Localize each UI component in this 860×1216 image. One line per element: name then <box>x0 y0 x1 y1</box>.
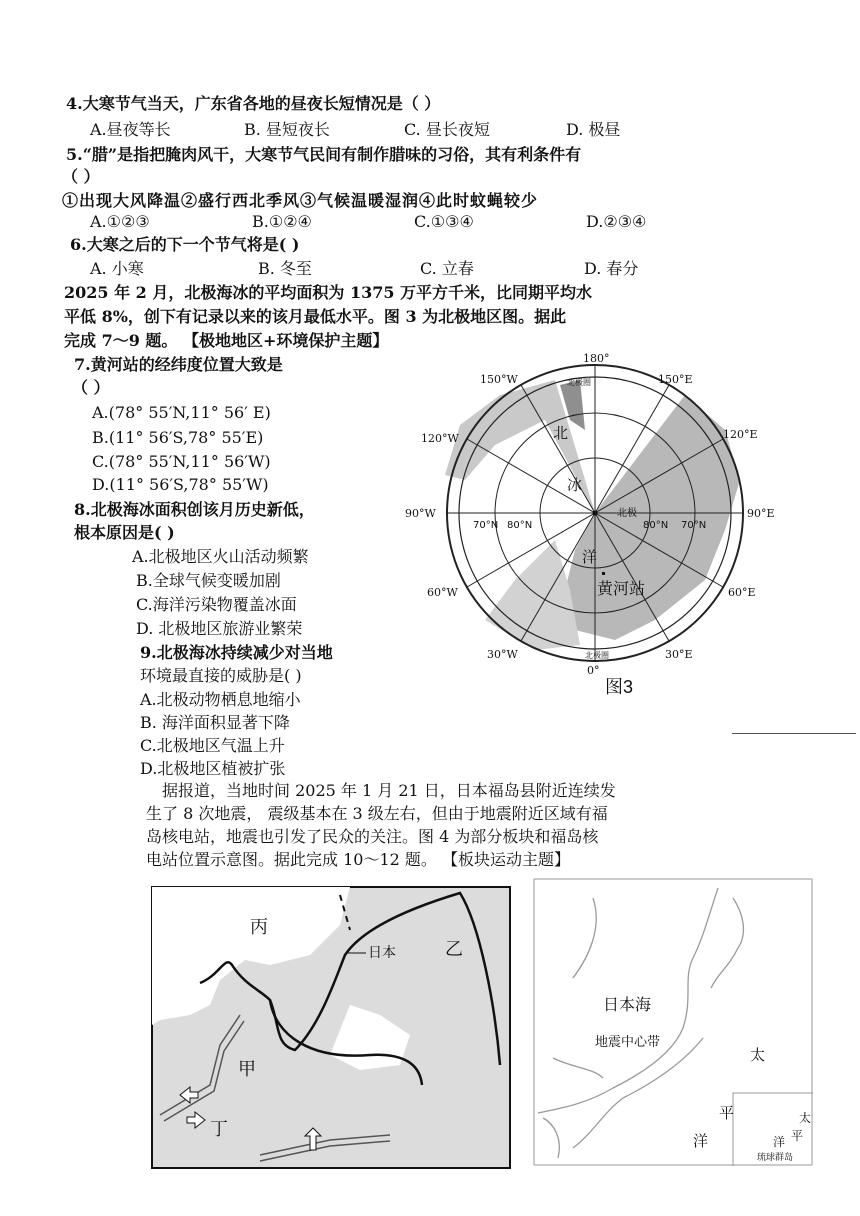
q4-option-b: B. 昼短夜长 <box>244 120 330 139</box>
lon-label-0: 0° <box>587 664 600 677</box>
arctic-circle-label-top: 北极圈 <box>567 378 591 387</box>
figure-4-japan-map <box>533 878 813 1166</box>
lon-label-90w: 90°W <box>405 507 436 520</box>
q6-option-d: D. 春分 <box>584 259 639 278</box>
japan-sea-label: 日本海 <box>603 995 652 1014</box>
q8-stem: 8.北极海冰面积创该月历史新低， <box>74 500 315 519</box>
lat-label-70n-west: 70°N <box>473 520 499 531</box>
intro-10-12-line4: 电站位置示意图。据此完成 10～12 题。 【板块运动主题】 <box>146 850 570 869</box>
lon-label-180: 180° <box>583 352 610 365</box>
lon-label-60e: 60°E <box>728 586 756 599</box>
japan-label: 日本 <box>368 945 396 961</box>
lat-label-80n-west: 80°N <box>507 520 533 531</box>
plate-label-jia: 甲 <box>238 1059 256 1080</box>
q7-option-a: A.(78° 55′N,11° 56′ E) <box>92 403 271 422</box>
q7-option-d: D.(11° 56′S,78° 55′W) <box>92 475 269 494</box>
inset-char-2: 平 <box>791 1129 804 1143</box>
q6-option-c: C. 立春 <box>420 259 474 278</box>
q8-option-c: C.海洋污染物覆盖冰面 <box>136 595 297 614</box>
q8-stem-line2: 根本原因是( ) <box>74 523 175 542</box>
inset-char-1: 太 <box>799 1111 812 1125</box>
plate-label-yi: 乙 <box>445 939 463 960</box>
q4-stem: 4.大寒节气当天，广东省各地的昼夜长短情况是（ ） <box>66 94 441 113</box>
q6-option-b: B. 冬至 <box>258 259 312 278</box>
q5-stem-blank: （ ） <box>62 167 100 186</box>
q7-option-c: C.(78° 55′N,11° 56′W) <box>92 452 271 471</box>
lon-label-30e: 30°E <box>665 648 693 661</box>
intro-10-12-line2: 生了 8 次地震， 震级基本在 3 级左右，但由于地震附近区域有福 <box>146 804 608 823</box>
q7-option-b: B.(11° 56′S,78° 55′E) <box>92 428 264 447</box>
lon-label-120w: 120°W <box>421 432 459 445</box>
ocean-char-2: 冰 <box>567 476 583 494</box>
lon-label-60w: 60°W <box>427 586 458 599</box>
q5-option-a: A.①②③ <box>90 212 150 231</box>
q5-option-b: B.①②④ <box>252 212 312 231</box>
q8-option-a: A.北极地区火山活动频繁 <box>132 547 309 566</box>
inset-char-3: 洋 <box>773 1135 786 1149</box>
q7-stem: 7.黄河站的经纬度位置大致是 <box>74 355 283 374</box>
q6-option-a: A. 小寒 <box>90 259 144 278</box>
ocean-char-3: 洋 <box>582 548 598 566</box>
intro-10-12-line3: 岛核电站，地震也引发了民众的关注。图 4 为部分板块和福岛核 <box>146 827 599 846</box>
lon-label-120e: 120°E <box>723 428 758 441</box>
q4-option-c: C. 昼长夜短 <box>404 120 490 139</box>
plate-label-ding: 丁 <box>210 1119 228 1140</box>
huanghe-station-marker <box>602 572 605 575</box>
intro-7-9-line2: 平低 8%，创下有记录以来的该月最低水平。图 3 为北极地区图。据此 <box>64 307 567 326</box>
lon-label-30w: 30°W <box>487 648 518 661</box>
q9-stem-line2: 环境最直接的威胁是( ) <box>140 666 302 685</box>
q5-option-c: C.①③④ <box>414 212 474 231</box>
lon-label-150w: 150°W <box>480 373 518 386</box>
ocean-char-1: 北 <box>553 424 569 442</box>
pacific-char-3: 洋 <box>693 1132 709 1150</box>
quake-zone-label: 地震中心带 <box>595 1035 661 1050</box>
figure-4-plate-map <box>150 885 512 1170</box>
north-pole-dot <box>593 511 598 516</box>
ryukyu-label: 琉球群岛 <box>757 1153 794 1163</box>
pacific-char-2: 平 <box>719 1104 735 1122</box>
figure-3-arctic-map <box>405 350 800 695</box>
intro-7-9-line3: 完成 7～9 题。 【极地地区+环境保护主题】 <box>64 331 389 350</box>
pacific-char-1: 太 <box>750 1046 766 1064</box>
lon-label-90e: 90°E <box>747 507 775 520</box>
margin-rule <box>732 733 856 734</box>
huanghe-station-label: 黄河站 <box>597 579 646 598</box>
q8-option-b: B.全球气候变暖加剧 <box>136 571 281 590</box>
plate-label-bing: 丙 <box>250 917 268 938</box>
q6-stem: 6.大寒之后的下一个节气将是( ) <box>70 235 300 254</box>
q5-items: ①出现大风降温②盛行西北季风③气候温暖湿润④此时蚊蝇较少 <box>62 191 539 210</box>
q8-option-d: D. 北极地区旅游业繁荣 <box>136 619 303 638</box>
q9-stem: 9.北极海冰持续减少对当地 <box>140 643 333 662</box>
q9-option-a: A.北极动物栖息地缩小 <box>140 690 301 709</box>
lat-label-80n-east: 80°N <box>643 520 669 531</box>
intro-7-9-line1: 2025 年 2 月，北极海冰的平均面积为 1375 万平方千米，比同期平均水 <box>64 283 593 302</box>
figure-3-caption: 图3 <box>605 677 634 695</box>
arctic-circle-label-bottom: 北极圈 <box>585 651 609 660</box>
q7-stem-blank: （ ） <box>72 378 110 397</box>
q9-option-b: B. 海洋面积显著下降 <box>140 713 290 732</box>
q9-option-d: D.北极地区植被扩张 <box>140 759 286 778</box>
lat-label-70n-east: 70°N <box>681 520 707 531</box>
q9-option-c: C.北极地区气温上升 <box>140 736 285 755</box>
q5-option-d: D.②③④ <box>586 212 647 231</box>
north-pole-label: 北极 <box>617 508 637 519</box>
q4-option-a: A.昼夜等长 <box>90 120 171 139</box>
q5-stem: 5.“腊”是指把腌肉风干，大寒节气民间有制作腊味的习俗，其有利条件有 <box>66 145 582 164</box>
intro-10-12-line1: 据报道，当地时间 2025 年 1 月 21 日，日本福岛县附近连续发 <box>162 781 616 800</box>
q4-option-d: D. 极昼 <box>566 120 621 139</box>
lon-label-150e: 150°E <box>658 373 693 386</box>
